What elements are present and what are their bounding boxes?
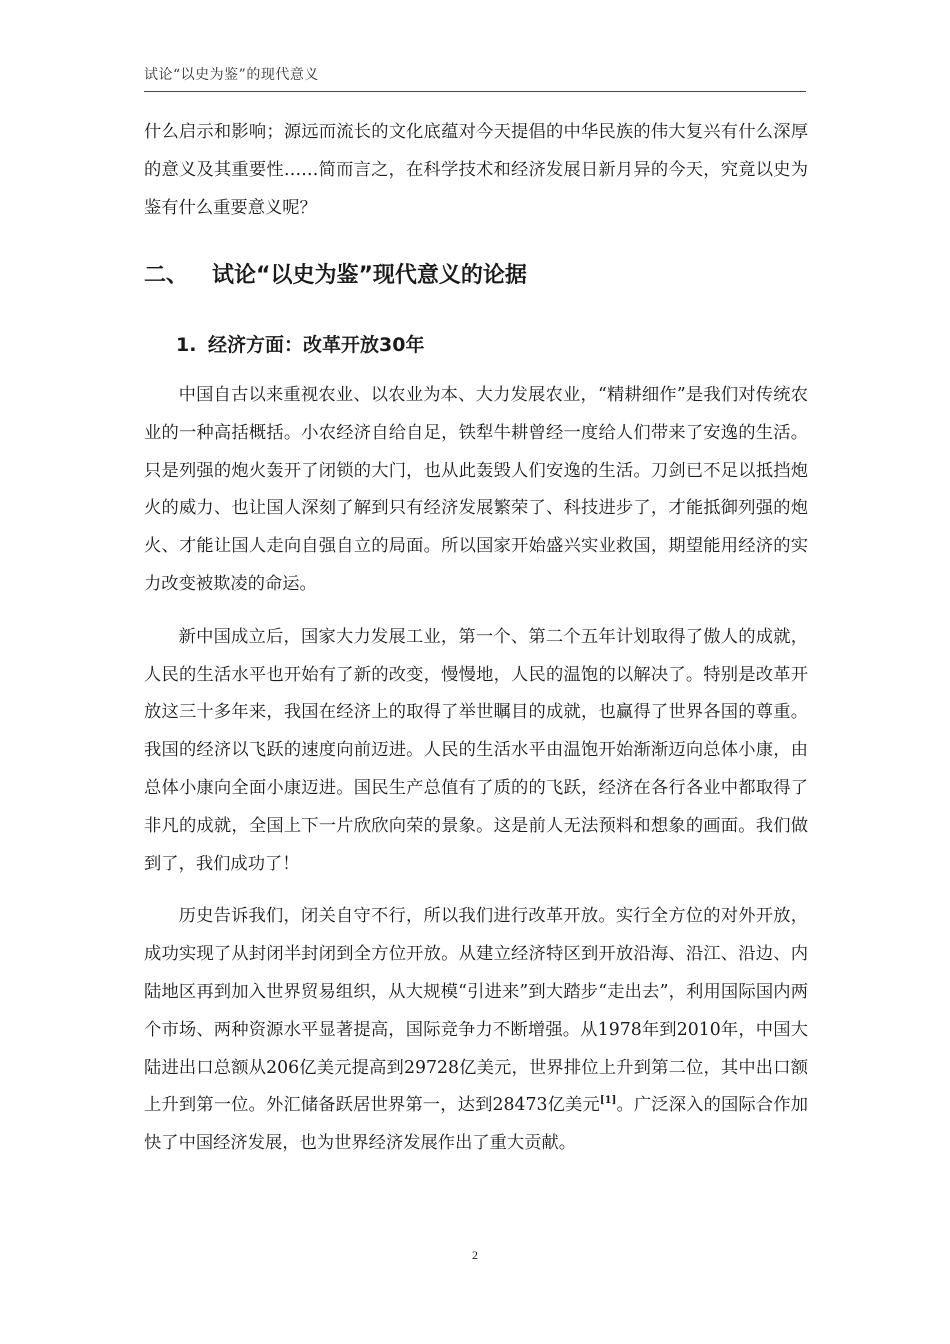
page-number: 2 <box>472 1248 478 1262</box>
footnote-reference[interactable]: [1] <box>599 1095 617 1107</box>
body-paragraph-1: 中国自古以来重视农业、以农业为本、大力发展农业，“精耕细作”是我们对传统农业的一种高括概括。小农经济自给自足，铁犁牛耕曾经一度给人们带来了安逸的生活。只是列强的炮火轰开了闭锁的大门，也从此轰毁人们安逸的生活。刀剑已不足以抵挡炮火的威力、也让国人深刻了解到只有经济发展繁荣了、科技进步了，才能抵御列强的炮火、才能让国人走向自强自立的局面。所以国家开始盛兴实业救国，期望能用经济的实力改变被欺凌的命运。 <box>144 385 808 594</box>
intro-block <box>144 114 808 227</box>
body-paragraph-3-tail: 。广泛深入的国际合作加快了中国经济发展，也为世界经济发展作出了重大贡献。 <box>144 1095 808 1154</box>
section-title: 试论“以史为鉴”现代意义的论据 <box>212 263 527 288</box>
subsection-heading <box>176 331 424 359</box>
body-block <box>144 377 808 1163</box>
body-paragraph-3 <box>144 898 808 1163</box>
running-header: 试论“以史为鉴”的现代意义 <box>144 67 319 83</box>
body-paragraph-3-text: 历史告诉我们，闭关自守不行，所以我们进行改革开放。实行全方位的对外开放，成功实现了从封闭半封闭到全方位开放。从建立经济特区到开放沿海、沿江、沿边、内陆地区再到加入世界贸易组织，从大规模“引进来”到大踏步“走出去”，利用国际国内两个市场、两种资源水平显著提高，国际竞争力不断增强。从1978年到2010年，中国大陆进出口总额从206亿美元提高到29728亿美元，世界排位上升到第二位，其中出口额上升到第一位。外汇储备跃居世界第一，达到28473亿美元 <box>144 906 808 1116</box>
subsection-title: 经济方面：改革开放30年 <box>208 334 425 356</box>
header-rule <box>144 91 806 92</box>
body-paragraph-2: 新中国成立后，国家大力发展工业，第一个、第二个五年计划取得了傲人的成就，人民的生活水平也开始有了新的改变，慢慢地，人民的温饱的以解决了。特别是改革开放这三十多年来，我国在经济上的取得了举世瞩目的成就，也赢得了世界各国的尊重。我国的经济以飞跃的速度向前迈进。人民的生活水平由温饱开始渐渐迈向总体小康，由总体小康向全面小康迈进。国民生产总值有了质的的飞跃，经济在各行各业中都取得了非凡的成就，全国上下一片欣欣向荣的景象。这是前人无法预料和想象的画面。我们做到了，我们成功了！ <box>144 626 808 874</box>
intro-paragraph: 什么启示和影响；源远而流长的文化底蕴对今天提倡的中华民族的伟大复兴有什么深厚的意义及其重要性……简而言之，在科学技术和经济发展日新月异的今天，究竟以史为鉴有什么重要意义呢？ <box>144 122 808 218</box>
subsection-number: 1. <box>176 334 197 356</box>
section-heading <box>144 261 527 291</box>
section-number: 二、 <box>144 263 189 288</box>
